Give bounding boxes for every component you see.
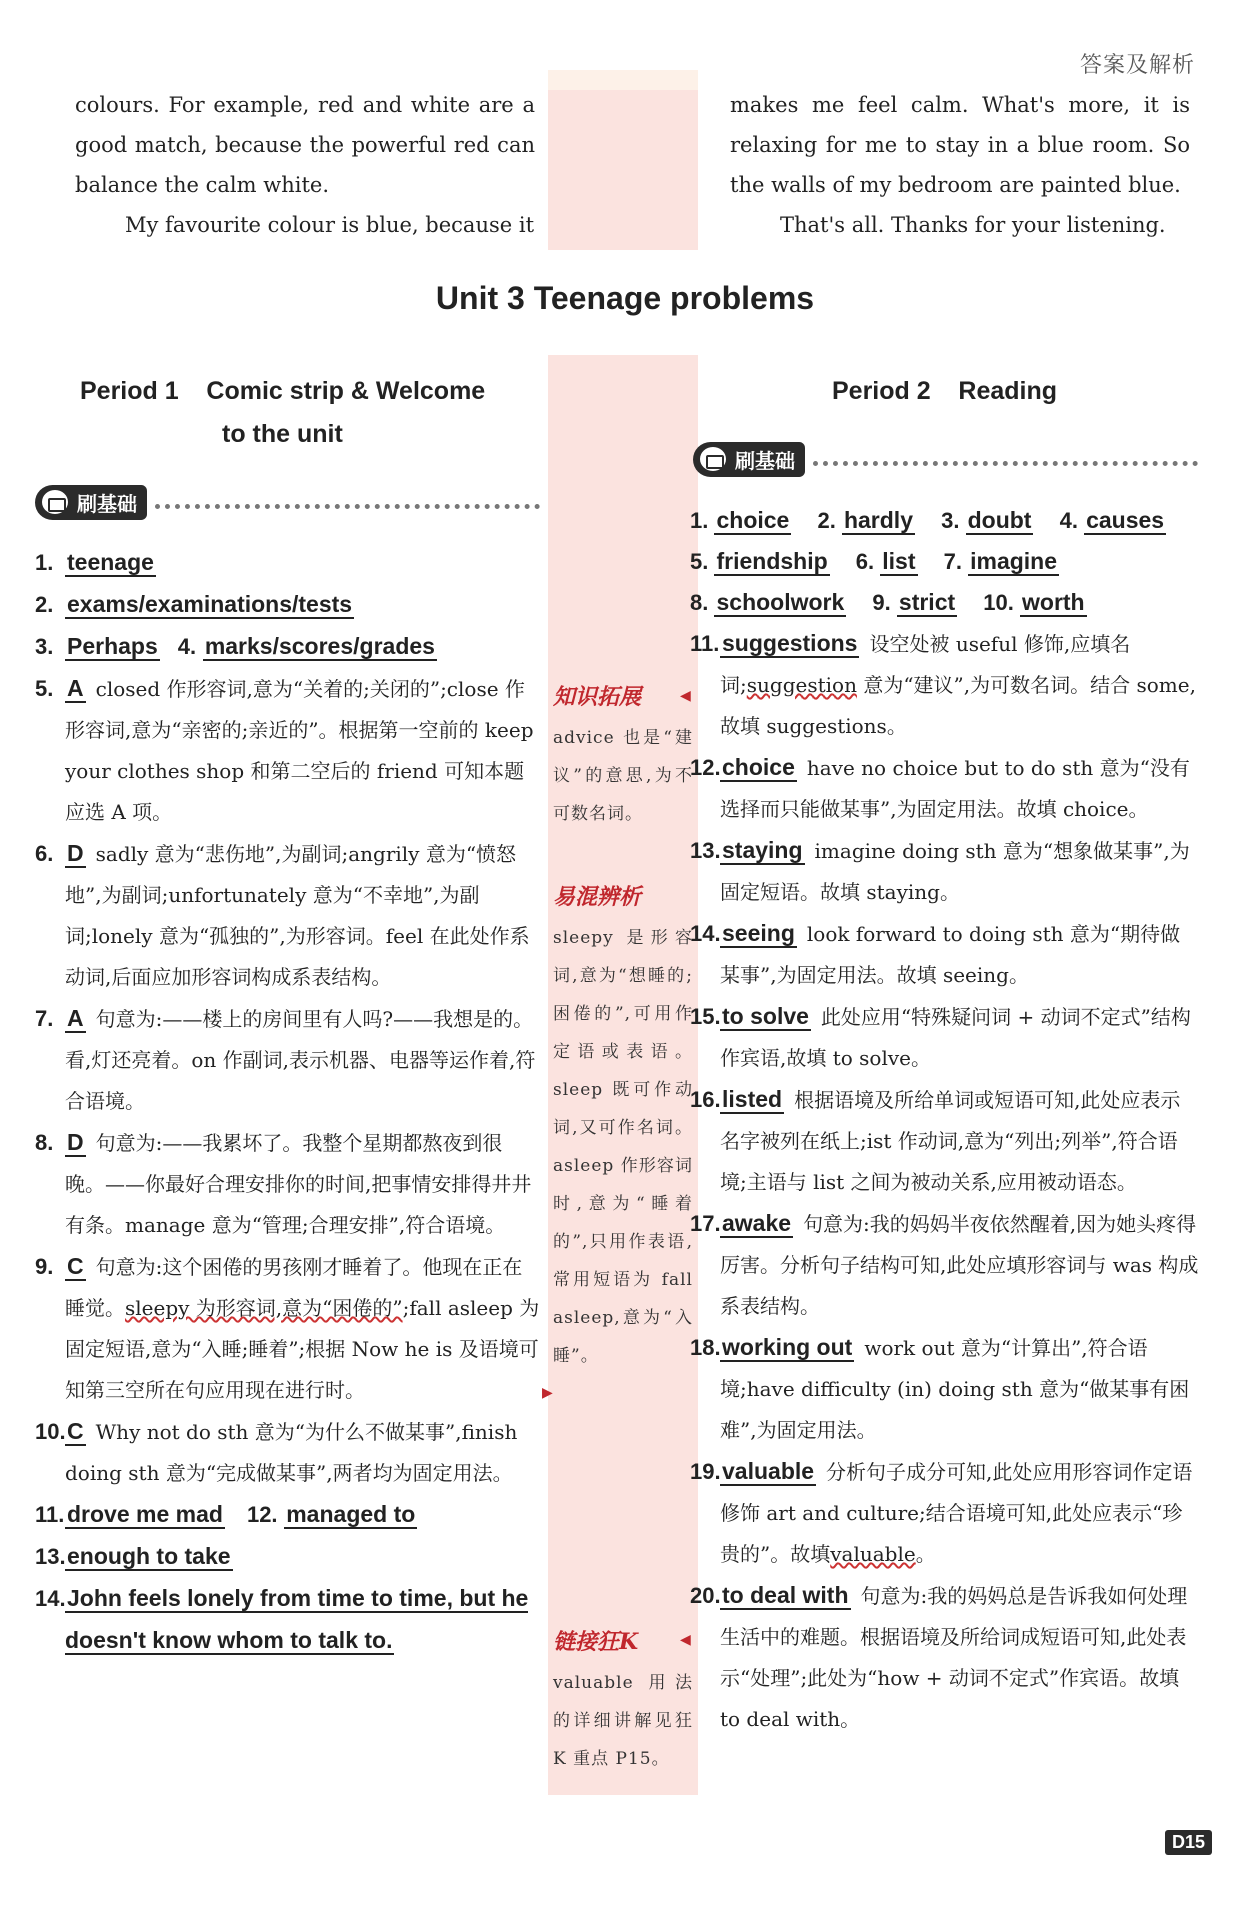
answer-item: 12. choice have no choice but to do sth 意为“没有选择而只能做某事”,为固定用法。故填 choice。 — [690, 754, 1190, 821]
explanation: 根据语境及所给单词或短语可知,此处应表示名字被列在纸上;ist 作动词,意为“列出;列举”,符合语境;主语与 list 之间为被动关系,应用被动语态。 — [720, 1088, 1181, 1194]
answer-text: to solve — [722, 1003, 809, 1029]
period1-title-line1: Period 1 Comic strip & Welcome — [80, 377, 486, 405]
explanation: work out 意为“计算出”,符合语境;have difficulty (in) doing sth 意为“做某事有困难”,为固定用法。 — [720, 1336, 1190, 1442]
answer-item: 17. awake 句意为:我的妈妈半夜依然醒着,因为她头疼得厉害。分析句子结构可知,此处应填形容词与 was 构成系表结构。 — [690, 1210, 1199, 1318]
explanation: 句意为:——楼上的房间里有人吗?——我想是的。看,灯还亮着。on 作副词,表示机器、电器等运作着,符合语境。 — [65, 1007, 536, 1113]
answer-text: John feels lonely from time to time, but he doesn't know whom to talk to. — [65, 1585, 529, 1653]
answer-item: 3. Perhaps 4. marks/scores/grades — [35, 633, 435, 659]
explanation: look forward to doing sth 意为“期待做某事”,为固定用法。故填 seeing。 — [720, 922, 1181, 987]
answer-text: suggestions — [722, 630, 858, 656]
section-badge-label: 刷基础 — [35, 485, 147, 520]
highlighted-phrase: sleepy 为形容词,意为“困倦的” — [125, 1296, 403, 1320]
period2-title: Period 2 Reading — [832, 377, 1058, 405]
answer-text: working out — [722, 1334, 853, 1360]
answer-item: 2. exams/examinations/tests — [35, 591, 353, 617]
answer-row: 5. friendship 6. list 7. imagine — [690, 548, 1058, 574]
answer-row: 1. choice 2. hardly 3. doubt 4. causes — [690, 507, 1165, 533]
answer-text: D — [67, 840, 84, 866]
arrow-right-icon: ▶ — [542, 1385, 553, 1401]
explanation: 句意为:我的妈妈半夜依然醒着,因为她头疼得厉害。分析句子结构可知,此处应填形容词与 was 构成系表结构。 — [720, 1212, 1199, 1318]
dotted-rule — [155, 504, 540, 509]
answer-text: doubt — [967, 507, 1032, 533]
answer-text: managed to — [286, 1501, 416, 1527]
note-text: valuable 用法的详细讲解见狂 K 重点 P15。 — [553, 1673, 693, 1769]
answer-text: choice — [722, 754, 795, 780]
note-title: 易混辨析 — [553, 884, 642, 910]
answer-text: worth — [1022, 589, 1085, 615]
section-badge-label: 刷基础 — [693, 442, 805, 477]
dotted-rule — [813, 461, 1198, 466]
answer-item: 8. D 句意为:——我累坏了。我整个星期都熬夜到很晚。——你最好合理安排你的时间,把事情安排得井井有条。manage 意为“管理;合理安排”,符合语境。 — [35, 1129, 532, 1237]
answer-text: seeing — [722, 920, 795, 946]
book-icon — [39, 487, 71, 517]
answer-text: hardly — [843, 507, 913, 533]
answer-text: C — [67, 1253, 84, 1279]
arrow-left-icon: ◀ — [680, 1632, 691, 1648]
note-confusion-analysis — [553, 880, 693, 1375]
unit-title: Unit 3 Teenage problems — [435, 280, 815, 316]
top-left-para2: My favourite colour is blue, because it — [125, 213, 535, 237]
answer-text: awake — [722, 1210, 792, 1236]
section-badge-right — [693, 440, 1198, 478]
note-title: 知识拓展 — [553, 684, 642, 710]
answer-item: 13. staying imagine doing sth 意为“想象做某事”,为固定短语。故填 staying。 — [690, 837, 1190, 904]
explanation: Why not do sth 意为“为什么不做某事”,finish doing sth 意为“完成做某事”,两者均为固定用法。 — [65, 1420, 518, 1485]
explanation: 此处应用“特殊疑问词 + 动词不定式”结构作宾语,故填 to solve。 — [720, 1005, 1191, 1070]
answer-item: 9. C 句意为:这个困倦的男孩刚才睡着了。他现在正在睡觉。sleepy 为形容词,意为“困倦的”;fall asleep 为固定短语,意为“入睡;睡着”;根据 Now he is 及语境可知第三空所在句应用现在进行时。 — [35, 1253, 540, 1402]
period1-title-line2: to the unit — [222, 420, 343, 448]
answer-text: exams/examinations/tests — [67, 591, 353, 617]
right-answer-column — [690, 500, 1200, 1740]
answer-item: 13. enough to take — [35, 1543, 231, 1569]
answer-text: to deal with — [722, 1582, 849, 1608]
answer-text: listed — [722, 1086, 783, 1112]
answer-row: 8. schoolwork 9. strict 10. worth — [690, 589, 1085, 615]
book-icon — [697, 444, 729, 474]
answer-text: schoolwork — [716, 589, 845, 615]
explanation: 句意为:这个困倦的男孩刚才睡着了。他现在正在睡觉。sleepy 为形容词,意为“困倦的”;fall asleep 为固定短语,意为“入睡;睡着”;根据 Now he is 及语境可知第三空所在句应用现在进行时。 — [65, 1255, 540, 1402]
answer-text: causes — [1086, 507, 1165, 533]
note-text: sleepy 是形容词,意为“想睡的;困倦的”,可用作定语或表语。sleep 既可作动词,又可作名词。asleep 作形容词时,意为“睡着的”,只用作表语,常用短语为 fall asleep,意为“入睡”。 — [553, 928, 693, 1366]
note-link-reference — [553, 1625, 693, 1778]
explanation: sadly 意为“悲伤地”,为副词;angrily 意为“愤怒地”,为副词;unfortunately 意为“不幸地”,为副词;lonely 意为“孤独的”,为形容词。feel 在此处作系动词,后面应加形容词构成系表结构。 — [65, 842, 530, 989]
answer-text: imagine — [970, 548, 1058, 574]
answer-item: 14. seeing look forward to doing sth 意为“期待做某事”,为固定用法。故填 seeing。 — [690, 920, 1181, 987]
note-knowledge-expansion — [553, 680, 693, 833]
answer-item: 5. A closed 作形容词,意为“关着的;关闭的”;close 作形容词,意为“亲密的;亲近的”。根据第一空前的 keep your clothes shop 和第二空后的 friend 可知本题应选 A 项。 — [35, 675, 534, 824]
answer-item: 15. to solve 此处应用“特殊疑问词 + 动词不定式”结构作宾语,故填 to solve。 — [690, 1003, 1191, 1070]
arrow-left-icon: ◀ — [680, 688, 691, 704]
explanation: closed 作形容词,意为“关着的;关闭的”;close 作形容词,意为“亲密的;亲近的”。根据第一空前的 keep your clothes shop 和第二空后的 friend 可知本题应选 A 项。 — [65, 677, 534, 824]
answer-text: D — [67, 1129, 84, 1155]
explanation: have no choice but to do sth 意为“没有选择而只能做某事”,为固定用法。故填 choice。 — [720, 756, 1190, 821]
highlighted-phrase: suggestion — [746, 673, 857, 697]
answer-text: A — [67, 1005, 84, 1031]
answer-item: 19. valuable 分析句子成分可知,此处应用形容词作定语修饰 art and culture;结合语境可知,此处应表示“珍贵的”。故填valuable。 — [690, 1458, 1193, 1566]
explanation: 句意为:我的妈妈总是告诉我如何处理生活中的难题。根据语境及所给词成短语可知,此处表示“处理”;此处为“how + 动词不定式”作宾语。故填 to deal with。 — [720, 1584, 1188, 1731]
answer-item: 16. listed 根据语境及所给单词或短语可知,此处应表示名字被列在纸上;ist 作动词,意为“列出;列举”,符合语境;主语与 list 之间为被动关系,应用被动语态。 — [690, 1086, 1181, 1194]
explanation: 分析句子成分可知,此处应用形容词作定语修饰 art and culture;结合语境可知,此处应表示“珍贵的”。故填valuable。 — [720, 1460, 1193, 1566]
explanation: 设空处被 useful 修饰,应填名词;suggestion 意为“建议”,为可数名词。结合 some,故填 suggestions。 — [720, 632, 1196, 738]
answer-text: choice — [716, 507, 790, 533]
answer-item: 11. suggestions 设空处被 useful 修饰,应填名词;suggestion 意为“建议”,为可数名词。结合 some,故填 suggestions。 — [690, 630, 1196, 738]
center-strip-top — [548, 90, 698, 250]
section-badge-left — [35, 483, 540, 521]
answer-item: 7. A 句意为:——楼上的房间里有人吗?——我想是的。看,灯还亮着。on 作副词,表示机器、电器等运作着,符合语境。 — [35, 1005, 536, 1113]
answer-text: list — [882, 548, 916, 574]
note-text: advice 也是“建议”的意思,为不可数名词。 — [553, 728, 693, 824]
answer-text: staying — [722, 837, 803, 863]
answer-text: drove me mad — [67, 1501, 223, 1527]
answer-text: friendship — [716, 548, 828, 574]
top-right-para1: makes me feel calm. What's more, it is relaxing for me to stay in a blue room. So the walls of my bedroom are painted blue. — [730, 93, 1190, 197]
top-right-para2: That's all. Thanks for your listening. — [780, 213, 1166, 237]
answer-item: 14. John feels lonely from time to time, but he doesn't know whom to talk to. — [35, 1585, 529, 1653]
period1-title — [80, 370, 485, 456]
answer-text: strict — [898, 589, 956, 615]
top-left-text — [75, 85, 535, 245]
left-answer-column — [35, 542, 540, 1662]
top-right-text — [730, 85, 1190, 245]
answer-item: 18. working out work out 意为“计算出”,符合语境;have difficulty (in) doing sth 意为“做某事有困难”,为固定用法。 — [690, 1334, 1190, 1442]
note-title: 链接狂K — [553, 1629, 639, 1655]
answer-item: 1. teenage — [35, 549, 154, 575]
answer-item: 11. drove me mad 12. managed to — [35, 1501, 416, 1527]
answer-item: 10. C Why not do sth 意为“为什么不做某事”,finish doing sth 意为“完成做某事”,两者均为固定用法。 — [35, 1418, 518, 1485]
answer-text: teenage — [67, 549, 154, 575]
explanation: imagine doing sth 意为“想象做某事”,为固定短语。故填 staying。 — [720, 839, 1190, 904]
answer-text: C — [67, 1418, 84, 1444]
answer-text: Perhaps — [67, 633, 158, 659]
answer-text: marks/scores/grades — [204, 633, 435, 659]
answer-text: enough to take — [67, 1543, 231, 1569]
answer-item: 20. to deal with 句意为:我的妈妈总是告诉我如何处理生活中的难题。根据语境及所给词成短语可知,此处表示“处理”;此处为“how + 动词不定式”作宾语。故填 to deal with。 — [690, 1582, 1188, 1731]
center-strip-top-accent — [548, 70, 698, 90]
page-number: D15 — [1165, 1830, 1212, 1855]
answer-text: A — [67, 675, 84, 701]
explanation: 句意为:——我累坏了。我整个星期都熬夜到很晚。——你最好合理安排你的时间,把事情安排得井井有条。manage 意为“管理;合理安排”,符合语境。 — [65, 1131, 532, 1237]
page-header-label: 答案及解析 — [1079, 53, 1195, 78]
answer-item: 6. D sadly 意为“悲伤地”,为副词;angrily 意为“愤怒地”,为副词;unfortunately 意为“不幸地”,为副词;lonely 意为“孤独的”,为形容词。feel 在此处作系动词,后面应加形容词构成系表结构。 — [35, 840, 530, 989]
highlighted-phrase: valuable — [830, 1542, 916, 1566]
top-left-para1: colours. For example, red and white are a good match, because the powerful red can balance the calm white. — [75, 93, 535, 197]
answer-text: valuable — [722, 1458, 815, 1484]
